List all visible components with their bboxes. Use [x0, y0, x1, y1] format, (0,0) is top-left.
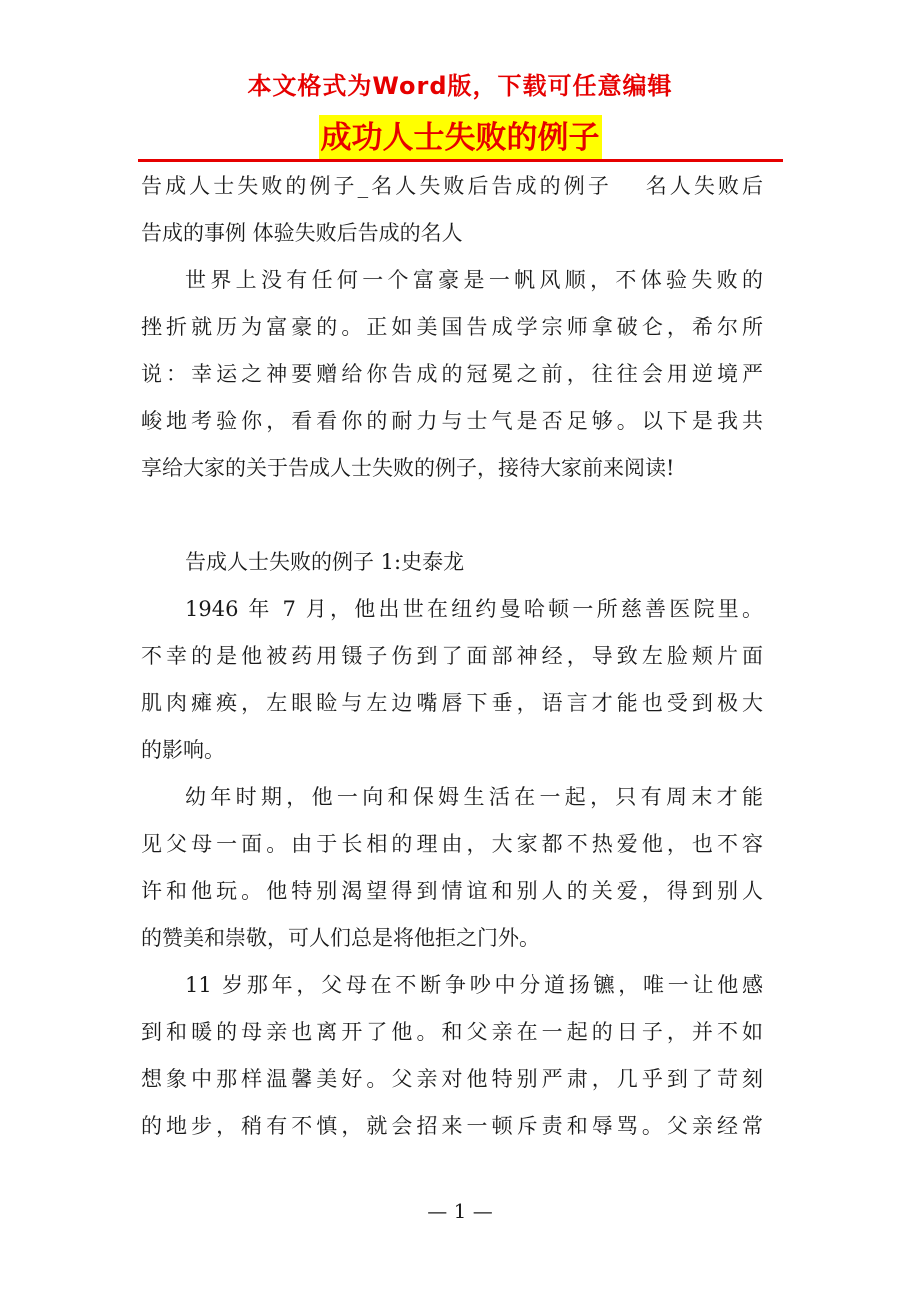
intro-line: 告成人士失败的例子_名人失败后告成的例子 名人失败后	[141, 174, 763, 198]
title-divider	[138, 159, 783, 162]
paragraph-line: 肌肉瘫痪，左眼睑与左边嘴唇下垂，语言才能也受到极大	[141, 691, 763, 715]
paragraph-line: 到和暖的母亲也离开了他。和父亲在一起的日子，并不如	[141, 1020, 763, 1044]
page-number: — 1 —	[427, 1199, 493, 1223]
paragraph-line: 的地步，稍有不慎，就会招来一顿斥责和辱骂。父亲经常	[141, 1114, 763, 1138]
title-wrap	[0, 115, 920, 161]
paragraph-line: 说：幸运之神要赠给你告成的冠冕之前，往往会用逆境严	[141, 362, 763, 386]
section-subheading: 告成人士失败的例子 1:史泰龙	[185, 550, 465, 574]
paragraph-line: 峻地考验你，看看你的耐力与士气是否足够。以下是我共	[141, 409, 763, 433]
paragraph-line: 享给大家的关于告成人士失败的例子，接待大家前来阅读!	[141, 456, 675, 480]
paragraph-line: 见父母一面。由于长相的理由，大家都不热爱他，也不容	[141, 832, 763, 856]
paragraph-line: 不幸的是他被药用镊子伤到了面部神经，导致左脸颊片面	[141, 644, 763, 668]
paragraph-line: 的影响。	[141, 738, 225, 762]
format-notice: 本文格式为Word版，下载可任意编辑	[247, 72, 673, 100]
paragraph-line: 挫折就历为富豪的。正如美国告成学宗师拿破仑，希尔所	[141, 315, 763, 339]
document-body	[141, 163, 763, 1150]
paragraph-line: 世界上没有任何一个富豪是一帆风顺，不体验失败的	[185, 268, 763, 292]
intro-line: 告成的事例 体验失败后告成的名人	[141, 221, 463, 245]
paragraph-line: 幼年时期，他一向和保姆生活在一起，只有周末才能	[185, 785, 763, 809]
paragraph-line: 许和他玩。他特别渴望得到情谊和别人的关爱，得到别人	[141, 879, 763, 903]
paragraph-line: 1946 年 7 月，他出世在纽约曼哈顿一所慈善医院里。	[185, 597, 763, 621]
paragraph-line: 想象中那样温馨美好。父亲对他特别严肃，几乎到了苛刻	[141, 1067, 763, 1091]
paragraph-line: 的赞美和崇敬，可人们总是将他拒之门外。	[141, 926, 540, 950]
paragraph-line: 11 岁那年，父母在不断争吵中分道扬镳，唯一让他感	[185, 973, 763, 997]
document-title: 成功人士失败的例子	[319, 115, 602, 161]
